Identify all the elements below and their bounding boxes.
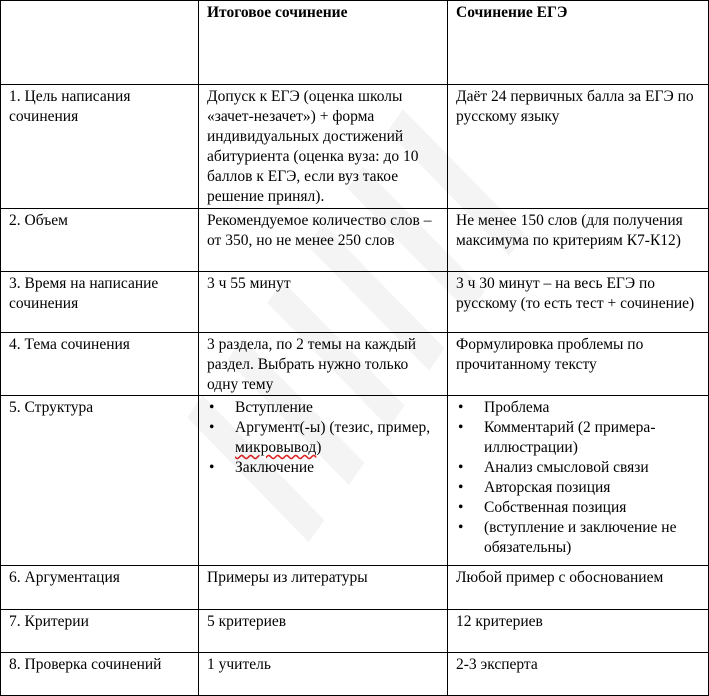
final-structure-list <box>207 398 439 478</box>
header-final-essay: Итоговое сочинение <box>199 1 448 85</box>
row-label: 3. Время на написание сочинения <box>1 272 199 333</box>
list-item: • Авторская позиция <box>456 478 700 498</box>
table-row <box>1 396 709 566</box>
list-item <box>207 398 439 418</box>
final-essay-cell: 3 ч 55 минут <box>199 272 448 333</box>
final-essay-cell: Допуск к ЕГЭ (оценка школы «зачет-незачет») + форма индивидуальных достижений абитуриента (оценка вуза: до 10 баллов к ЕГЭ, если вуз такое решение принял). <box>199 85 448 209</box>
ege-structure-list <box>456 398 700 558</box>
row-label: 6. Аргументация <box>1 566 199 610</box>
final-essay-cell <box>199 396 448 566</box>
list-item-text: Аргумент(-ы) (тезис, пример, <box>235 419 431 436</box>
list-item: • Проблема <box>456 398 700 418</box>
list-item: • Собственная позиция <box>456 498 700 518</box>
row-label: 5. Структура <box>1 396 199 566</box>
list-item: • (вступление и заключение не обязательны) <box>456 518 700 558</box>
list-item <box>207 458 439 478</box>
final-essay-cell: 5 критериев <box>199 610 448 653</box>
header-ege-essay: Сочинение ЕГЭ <box>448 1 709 85</box>
table-row <box>1 209 709 272</box>
table-row <box>1 272 709 333</box>
list-item-text: Вступление <box>235 399 313 416</box>
header-empty-cell <box>1 1 199 85</box>
row-label: 2. Объем <box>1 209 199 272</box>
ege-essay-cell <box>448 396 709 566</box>
spellcheck-underlined-word: микровывод <box>235 439 317 456</box>
ege-essay-cell: 12 критериев <box>448 610 709 653</box>
list-item <box>207 418 439 458</box>
table-row <box>1 85 709 209</box>
table-row <box>1 333 709 396</box>
row-label: 7. Критерии <box>1 610 199 653</box>
list-item-text: Заключение <box>235 459 315 476</box>
table-row <box>1 610 709 653</box>
table-row <box>1 653 709 696</box>
final-essay-cell: 3 раздела, по 2 темы на каждый раздел. Выбрать нужно только одну тему <box>199 333 448 396</box>
ege-essay-cell: Не менее 150 слов (для получения максимума по критериям К7-К12) <box>448 209 709 272</box>
final-essay-cell: 1 учитель <box>199 653 448 696</box>
table-row <box>1 566 709 610</box>
list-item: • Анализ смысловой связи <box>456 458 700 478</box>
ege-essay-cell: Даёт 24 первичных балла за ЕГЭ по русскому языку <box>448 85 709 209</box>
row-label: 4. Тема сочинения <box>1 333 199 396</box>
table-header-row <box>1 1 709 85</box>
row-label: 8. Проверка сочинений <box>1 653 199 696</box>
ege-essay-cell: Любой пример с обоснованием <box>448 566 709 610</box>
list-item-text-tail: ) <box>316 439 322 456</box>
final-essay-cell: Рекомендуемое количество слов – от 350, но не менее 250 слов <box>199 209 448 272</box>
row-label: 1. Цель написания сочинения <box>1 85 199 209</box>
list-item: • Комментарий (2 примера-иллюстрации) <box>456 418 700 458</box>
ege-essay-cell: Формулировка проблемы по прочитанному тексту <box>448 333 709 396</box>
ege-essay-cell: 3 ч 30 минут – на весь ЕГЭ по русскому (то есть тест + сочинение) <box>448 272 709 333</box>
final-essay-cell: Примеры из литературы <box>199 566 448 610</box>
ege-essay-cell: 2-3 эксперта <box>448 653 709 696</box>
